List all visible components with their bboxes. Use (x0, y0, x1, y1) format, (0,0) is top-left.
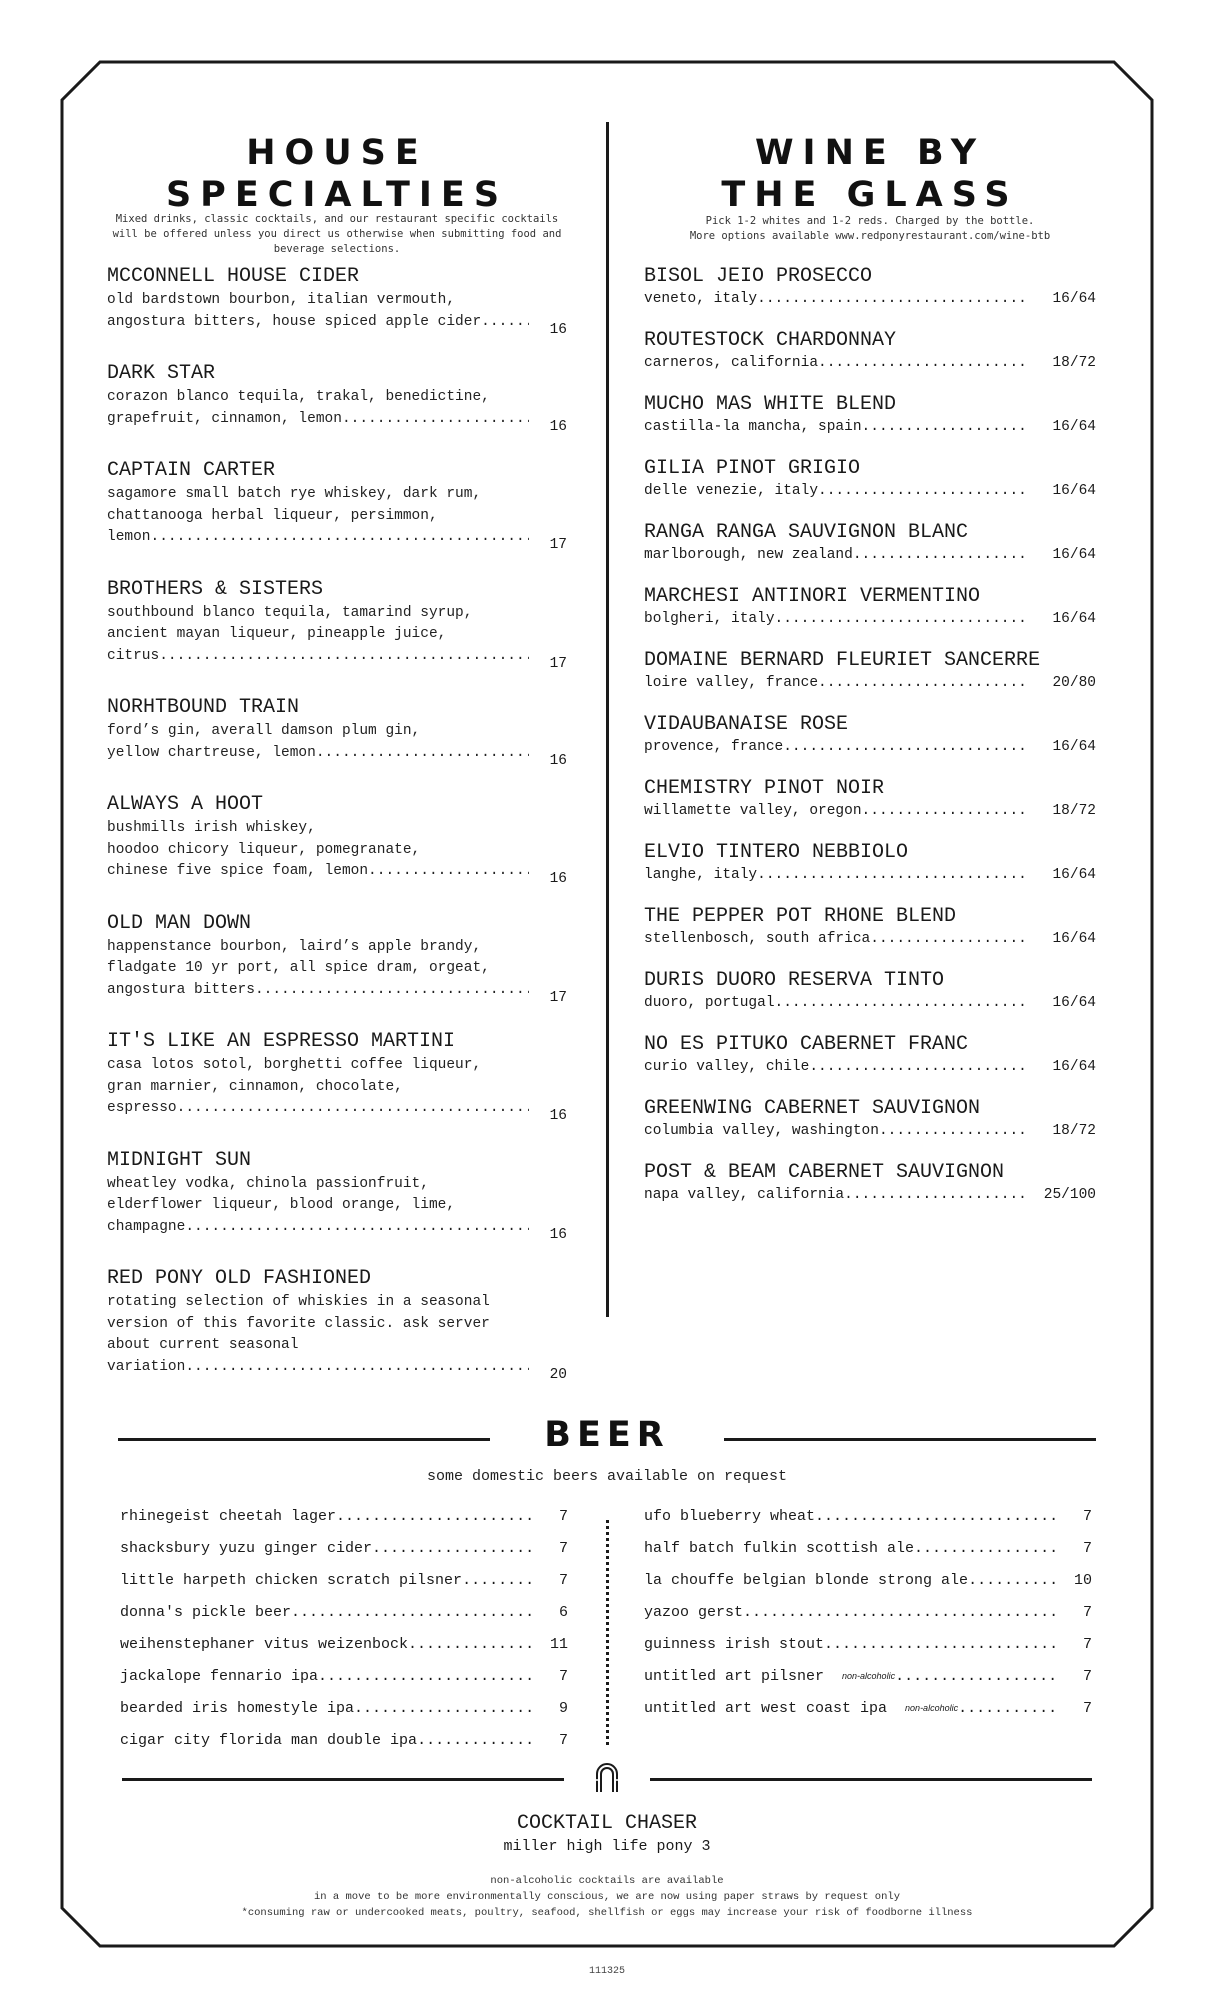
description-line: angostura bitters, house spiced apple cider (107, 313, 482, 330)
wine-item (644, 648, 1096, 693)
description-line: elderflower liqueur, blood orange, lime, (107, 1197, 456, 1213)
cocktail-price: 16 (549, 321, 567, 338)
description-last-line (107, 980, 529, 1002)
dot-leader (481, 312, 529, 334)
cocktail-item (107, 911, 567, 1006)
beer-list-right (644, 1500, 1092, 1724)
dot-leader (255, 980, 529, 1002)
wine-price: 20/80 (1052, 675, 1096, 691)
wine-item (644, 712, 1096, 757)
beer-price: 10 (1073, 1571, 1092, 1589)
beer-name: jackalope fennario ipa (120, 1667, 319, 1685)
wine-region (644, 930, 1027, 949)
wine-region-text: bolgheri, italy (644, 611, 775, 627)
wine-name: VIDAUBANAISE ROSE (644, 713, 849, 736)
cocktail-description (107, 721, 529, 764)
beer-item (644, 1532, 1092, 1564)
dot-leader (316, 743, 529, 765)
cocktail-item (107, 695, 567, 769)
wine-name: THE PEPPER POT RHONE BLEND (644, 905, 957, 928)
dot-leader (824, 1636, 1058, 1653)
cocktail-price: 17 (549, 989, 567, 1006)
beer-name: donna's pickle beer (120, 1603, 292, 1621)
wine-item (644, 584, 1096, 629)
cocktail-body (107, 484, 567, 553)
non-alcoholic-badge: non-alcoholic (842, 1671, 896, 1681)
dot-leader (408, 1636, 534, 1653)
wine-name: GILIA PINOT GRIGIO (644, 457, 861, 480)
wine-price: 16/64 (1052, 547, 1096, 563)
beer-price: 7 (1082, 1667, 1092, 1685)
description-line: chinese five spice foam, lemon (107, 863, 369, 879)
dot-leader (914, 1540, 1058, 1557)
wine-region-text: marlborough, new zealand (644, 547, 853, 563)
cocktail-description (107, 937, 529, 1002)
cocktail-body (107, 603, 567, 672)
wine-item (644, 264, 1096, 309)
cocktail-name: MCCONNELL HOUSE CIDER (107, 265, 360, 288)
beer-name: untitled art west coast ipa (644, 1699, 888, 1717)
wine-price: 16/64 (1052, 291, 1096, 307)
beer-item (644, 1500, 1092, 1532)
wine-item (644, 968, 1096, 1013)
wine-name: CHEMISTRY PINOT NOIR (644, 777, 885, 800)
dot-leader (757, 290, 1027, 309)
dot-leader (185, 1217, 529, 1239)
wine-row (644, 994, 1096, 1013)
wine-name: POST & BEAM CABERNET SAUVIGNON (644, 1161, 1005, 1184)
wine-item (644, 328, 1096, 373)
beer-price: 7 (558, 1731, 568, 1749)
description-last-line (107, 409, 529, 431)
wine-region-text: provence, france (644, 739, 784, 755)
description-line: ford’s gin, averall damson plum gin, (107, 723, 421, 739)
beer-price: 7 (558, 1539, 568, 1557)
wine-row (644, 354, 1096, 373)
beer-name: shacksbury yuzu ginger cider (120, 1539, 373, 1557)
description-line: gran marnier, cinnamon, chocolate, (107, 1078, 403, 1095)
wine-row (644, 610, 1096, 629)
wine-row (644, 930, 1096, 949)
wine-price: 16/64 (1052, 739, 1096, 755)
beer-price: 7 (558, 1507, 568, 1525)
horseshoe-icon (590, 1758, 624, 1794)
dot-leader (354, 1700, 534, 1717)
beer-name: weihenstephaner vitus weizenbock (120, 1635, 409, 1653)
dot-leader (368, 861, 529, 883)
description-last-line (107, 312, 529, 334)
beer-item (120, 1692, 568, 1724)
wine-row (644, 290, 1096, 309)
description-line: yellow chartreuse, lemon (107, 744, 316, 761)
dot-leader (757, 866, 1027, 885)
description-last-line (107, 527, 529, 549)
wine-region-text: delle venezie, italy (644, 483, 819, 499)
cocktail-name: OLD MAN DOWN (107, 911, 252, 935)
beer-name: yazoo gerst (644, 1603, 744, 1621)
beer-name: ufo blueberry wheat (644, 1507, 816, 1525)
beer-price: 7 (558, 1571, 568, 1589)
footnote-consumption-warning: *consuming raw or undercooked meats, poultry, seafood, shellfish or eggs may increase your risk of foodborne illness (241, 1907, 973, 1919)
beer-item (644, 1692, 1092, 1724)
wine-item (644, 1032, 1096, 1077)
cocktail-description (107, 387, 529, 430)
dot-leader (958, 1700, 1058, 1717)
description-line: fladgate 10 yr port, all spice dram, orgeat, (107, 960, 490, 976)
cocktail-name: CAPTAIN CARTER (107, 459, 276, 482)
wine-name: DURIS DUORO RESERVA TINTO (644, 969, 945, 992)
cocktail-body (107, 1174, 567, 1243)
beer-name: little harpeth chicken scratch pilsner (120, 1571, 463, 1589)
wine-item (644, 456, 1096, 501)
column-divider (606, 122, 609, 1317)
house-specialties-title: HOUSE SPECIALTIES (165, 133, 509, 215)
dot-leader (862, 418, 1027, 437)
wine-item (644, 840, 1096, 885)
cocktail-body (107, 937, 567, 1006)
cocktail-body (107, 721, 567, 769)
wine-region (644, 674, 1027, 693)
dot-leader (844, 1186, 1027, 1205)
cocktail-item (107, 264, 567, 338)
wine-region (644, 738, 1027, 757)
description-last-line (107, 646, 529, 668)
wine-row (644, 546, 1096, 565)
footnote-straws: in a move to be more environmentally conscious, we are now using paper straws by request only (314, 1891, 900, 1903)
description-line: grapefruit, cinnamon, lemon (107, 410, 342, 427)
wine-name: BISOL JEIO PROSECCO (644, 265, 873, 288)
beer-item (120, 1564, 568, 1596)
dot-leader (185, 1357, 529, 1379)
wine-region-text: willamette valley, oregon (644, 803, 862, 819)
dot-leader (853, 546, 1027, 565)
description-line: espresso (107, 1100, 177, 1116)
dot-leader (895, 1668, 1058, 1685)
dot-leader (818, 354, 1027, 373)
dot-leader (318, 1668, 534, 1685)
wine-region (644, 1186, 1027, 1205)
wine-price: 18/72 (1052, 355, 1096, 371)
dot-leader (818, 482, 1027, 501)
wine-price: 18/72 (1052, 1123, 1096, 1139)
cocktail-description (107, 290, 529, 333)
cocktail-body (107, 1055, 567, 1124)
dot-leader (818, 674, 1027, 693)
wine-region-text: duoro, portugal (644, 995, 775, 1011)
cocktail-item (107, 577, 567, 672)
description-line: corazon blanco tequila, trakal, benedictine, (107, 389, 490, 405)
cocktail-body (107, 387, 567, 435)
cocktail-item (107, 1029, 567, 1124)
wine-region (644, 290, 1027, 309)
cocktail-chaser-title: COCKTAIL CHASER (516, 1812, 698, 1835)
wine-price: 16/64 (1052, 1059, 1096, 1075)
description-line: sagamore small batch rye whiskey, dark rum, (107, 486, 482, 502)
wine-region (644, 354, 1027, 373)
cocktail-item (107, 1266, 567, 1383)
cocktail-body (107, 818, 567, 887)
cocktail-description (107, 818, 529, 883)
cocktail-body (107, 290, 567, 338)
dot-leader (151, 527, 529, 549)
cocktail-item (107, 1148, 567, 1243)
dot-leader (775, 610, 1027, 629)
beer-item (644, 1564, 1092, 1596)
beer-name: rhinegeist cheetah lager (120, 1507, 337, 1525)
wine-name: MUCHO MAS WHITE BLEND (644, 393, 897, 416)
description-last-line (107, 1217, 529, 1239)
description-line: ancient mayan liqueur, pineapple juice, (107, 626, 447, 642)
wine-item (644, 392, 1096, 437)
wine-region (644, 546, 1027, 565)
wine-list (644, 264, 1096, 1224)
chaser-rule-left (122, 1778, 564, 1781)
footnote-non-alcoholic: non-alcoholic cocktails are available (490, 1875, 724, 1887)
cocktail-price: 20 (549, 1366, 567, 1383)
cocktail-item (107, 792, 567, 887)
beer-name: cigar city florida man double ipa (120, 1731, 418, 1749)
cocktail-name: NORHTBOUND TRAIN (107, 696, 300, 719)
description-last-line (107, 743, 529, 765)
cocktail-name: IT'S LIKE AN ESPRESSO MARTINI (107, 1030, 456, 1053)
cocktail-item (107, 458, 567, 553)
beer-rule-left (118, 1438, 490, 1441)
beer-item (644, 1660, 1092, 1692)
cocktail-price: 17 (549, 655, 567, 672)
beer-item (120, 1660, 568, 1692)
description-line: casa lotos sotol, borghetti coffee liqueur, (107, 1057, 482, 1073)
wine-name: RANGA RANGA SAUVIGNON BLANC (644, 521, 969, 544)
description-last-line (107, 1098, 529, 1120)
description-line: rotating selection of whiskies in a seasonal (107, 1294, 490, 1310)
cocktail-price: 16 (549, 418, 567, 435)
wine-region (644, 1058, 1027, 1077)
wine-region (644, 994, 1027, 1013)
beer-name: half batch fulkin scottish ale (644, 1539, 915, 1557)
description-line: angostura bitters (107, 981, 255, 998)
wine-item (644, 904, 1096, 949)
dot-leader (870, 930, 1027, 949)
menu-code: 111325 (588, 1966, 625, 1977)
beer-name: guinness irish stout (644, 1635, 825, 1653)
wine-region (644, 866, 1027, 885)
beer-name: la chouffe belgian blonde strong ale (644, 1571, 969, 1589)
beer-title: BEER (544, 1415, 670, 1455)
wine-name: NO ES PITUKO CABERNET FRANC (644, 1033, 969, 1056)
house-specialties-subtitle: Mixed drinks, classic cocktails, and our restaurant specific cocktails will be offered unless you direct us otherwise when submitting food and beverage selections. (112, 213, 562, 255)
wine-row (644, 1122, 1096, 1141)
cocktail-description (107, 1292, 529, 1378)
cocktail-description (107, 1174, 529, 1239)
cocktail-name: BROTHERS & SISTERS (107, 577, 324, 601)
beer-name: untitled art pilsner (644, 1667, 825, 1685)
beer-item (120, 1532, 568, 1564)
beer-price: 7 (1082, 1603, 1092, 1621)
wine-price: 16/64 (1052, 611, 1096, 627)
beer-item (644, 1596, 1092, 1628)
wine-region (644, 482, 1027, 501)
description-line: lemon (107, 529, 151, 545)
wine-row (644, 1186, 1096, 1205)
description-line: chattanooga herbal liqueur, persimmon, (107, 507, 438, 524)
wine-region (644, 1122, 1027, 1141)
dot-leader (783, 738, 1027, 757)
wine-price: 16/64 (1052, 995, 1096, 1011)
wine-price: 16/64 (1052, 483, 1096, 499)
dot-leader (291, 1604, 534, 1621)
wine-name: DOMAINE BERNARD FLEURIET SANCERRE (644, 649, 1041, 672)
description-line: champagne (107, 1218, 186, 1235)
dot-leader (342, 409, 529, 431)
description-line: variation (107, 1358, 186, 1375)
beer-price: 9 (558, 1699, 568, 1717)
beer-item (644, 1628, 1092, 1660)
description-line: about current seasonal (107, 1337, 299, 1353)
dot-leader (177, 1098, 529, 1120)
cocktail-description (107, 484, 529, 549)
dot-leader (775, 994, 1027, 1013)
wine-row (644, 482, 1096, 501)
chaser-rule-right (650, 1778, 1092, 1781)
wine-item (644, 776, 1096, 821)
cocktail-price: 17 (549, 537, 567, 553)
dot-leader (809, 1058, 1027, 1077)
cocktail-name: ALWAYS A HOOT (107, 793, 264, 816)
wine-price: 16/64 (1052, 931, 1096, 947)
wine-region-text: napa valley, california (644, 1187, 845, 1203)
beer-dotted-divider (606, 1520, 609, 1745)
cocktail-item (107, 361, 567, 435)
wine-row (644, 1058, 1096, 1077)
wine-item (644, 1160, 1096, 1205)
cocktail-name: MIDNIGHT SUN (107, 1148, 252, 1172)
description-line: southbound blanco tequila, tamarind syrup, (107, 604, 473, 621)
description-last-line (107, 1357, 529, 1379)
cocktail-price: 16 (549, 871, 567, 887)
description-line: citrus (107, 647, 160, 664)
description-line: bushmills irish whiskey, (107, 820, 316, 836)
dot-leader (462, 1572, 534, 1589)
cocktail-description (107, 1055, 529, 1120)
wine-region (644, 418, 1027, 437)
cocktail-name: DARK STAR (107, 362, 216, 385)
house-specialties-list (107, 264, 567, 1406)
wine-price: 16/64 (1052, 867, 1096, 883)
cocktail-price: 16 (549, 1226, 567, 1243)
cocktail-price: 16 (549, 1108, 567, 1124)
beer-item (120, 1596, 568, 1628)
beer-price: 6 (558, 1603, 568, 1621)
wine-region-text: carneros, california (644, 355, 819, 371)
dot-leader (815, 1508, 1058, 1525)
beer-price: 7 (558, 1667, 568, 1685)
wine-region-text: castilla-la mancha, spain (644, 419, 862, 435)
beer-item (120, 1628, 568, 1660)
dot-leader (862, 802, 1027, 821)
description-last-line (107, 861, 529, 883)
cocktail-price: 16 (549, 752, 567, 769)
dot-leader (159, 646, 529, 668)
wine-row (644, 866, 1096, 885)
description-line: version of this favorite classic. ask server (107, 1315, 490, 1332)
beer-rule-right (724, 1438, 1096, 1441)
wine-region (644, 610, 1027, 629)
beer-price: 7 (1082, 1699, 1092, 1717)
wine-name: GREENWING CABERNET SAUVIGNON (644, 1097, 981, 1120)
non-alcoholic-badge: non-alcoholic (905, 1703, 959, 1713)
wine-item (644, 520, 1096, 565)
beer-list-left (120, 1500, 568, 1756)
wine-name: MARCHESI ANTINORI VERMENTINO (644, 585, 981, 608)
cocktail-description (107, 603, 529, 668)
beer-name: bearded iris homestyle ipa (120, 1699, 355, 1717)
wine-price: 16/64 (1052, 419, 1096, 435)
wine-region (644, 802, 1027, 821)
beer-item (120, 1724, 568, 1756)
cocktail-chaser-subtitle: miller high life pony 3 (503, 1838, 711, 1855)
wine-region-text: columbia valley, washington (644, 1123, 879, 1139)
beer-subtitle: some domestic beers available on request (426, 1468, 788, 1485)
dot-leader (372, 1540, 534, 1557)
beer-price: 7 (1082, 1635, 1092, 1653)
description-line: old bardstown bourbon, italian vermouth, (107, 292, 456, 308)
beer-price: 7 (1082, 1507, 1092, 1525)
wine-name: ROUTESTOCK CHARDONNAY (644, 329, 897, 352)
beer-item (120, 1500, 568, 1532)
dot-leader (968, 1572, 1058, 1589)
wine-region-text: veneto, italy (644, 291, 758, 307)
beer-price: 11 (549, 1635, 568, 1653)
wine-subtitle: Pick 1-2 whites and 1-2 reds. Charged by the bottle. More options available www.redponyrestaurant.com/wine-btb (689, 215, 1051, 242)
wine-row (644, 418, 1096, 437)
wine-row (644, 674, 1096, 693)
wine-region-text: curio valley, chile (644, 1059, 810, 1075)
description-line: wheatley vodka, chinola passionfruit, (107, 1175, 429, 1192)
wine-by-the-glass-title: WINE BY THE GLASS (721, 133, 1019, 215)
wine-price: 18/72 (1052, 803, 1096, 819)
dot-leader (879, 1122, 1027, 1141)
dot-leader (336, 1508, 534, 1525)
description-line: happenstance bourbon, laird’s apple brandy, (107, 938, 482, 955)
wine-region-text: langhe, italy (644, 867, 758, 883)
description-line: hoodoo chicory liqueur, pomegranate, (107, 841, 421, 858)
cocktail-body (107, 1292, 567, 1383)
wine-region-text: stellenbosch, south africa (644, 931, 871, 947)
wine-row (644, 738, 1096, 757)
dot-leader (743, 1604, 1058, 1621)
cocktail-name: RED PONY OLD FASHIONED (107, 1267, 372, 1290)
wine-item (644, 1096, 1096, 1141)
wine-row (644, 802, 1096, 821)
wine-price: 25/100 (1043, 1187, 1096, 1203)
beer-price: 7 (1082, 1539, 1092, 1557)
wine-region-text: loire valley, france (644, 675, 819, 691)
dot-leader (417, 1732, 534, 1749)
wine-name: ELVIO TINTERO NEBBIOLO (644, 841, 909, 864)
